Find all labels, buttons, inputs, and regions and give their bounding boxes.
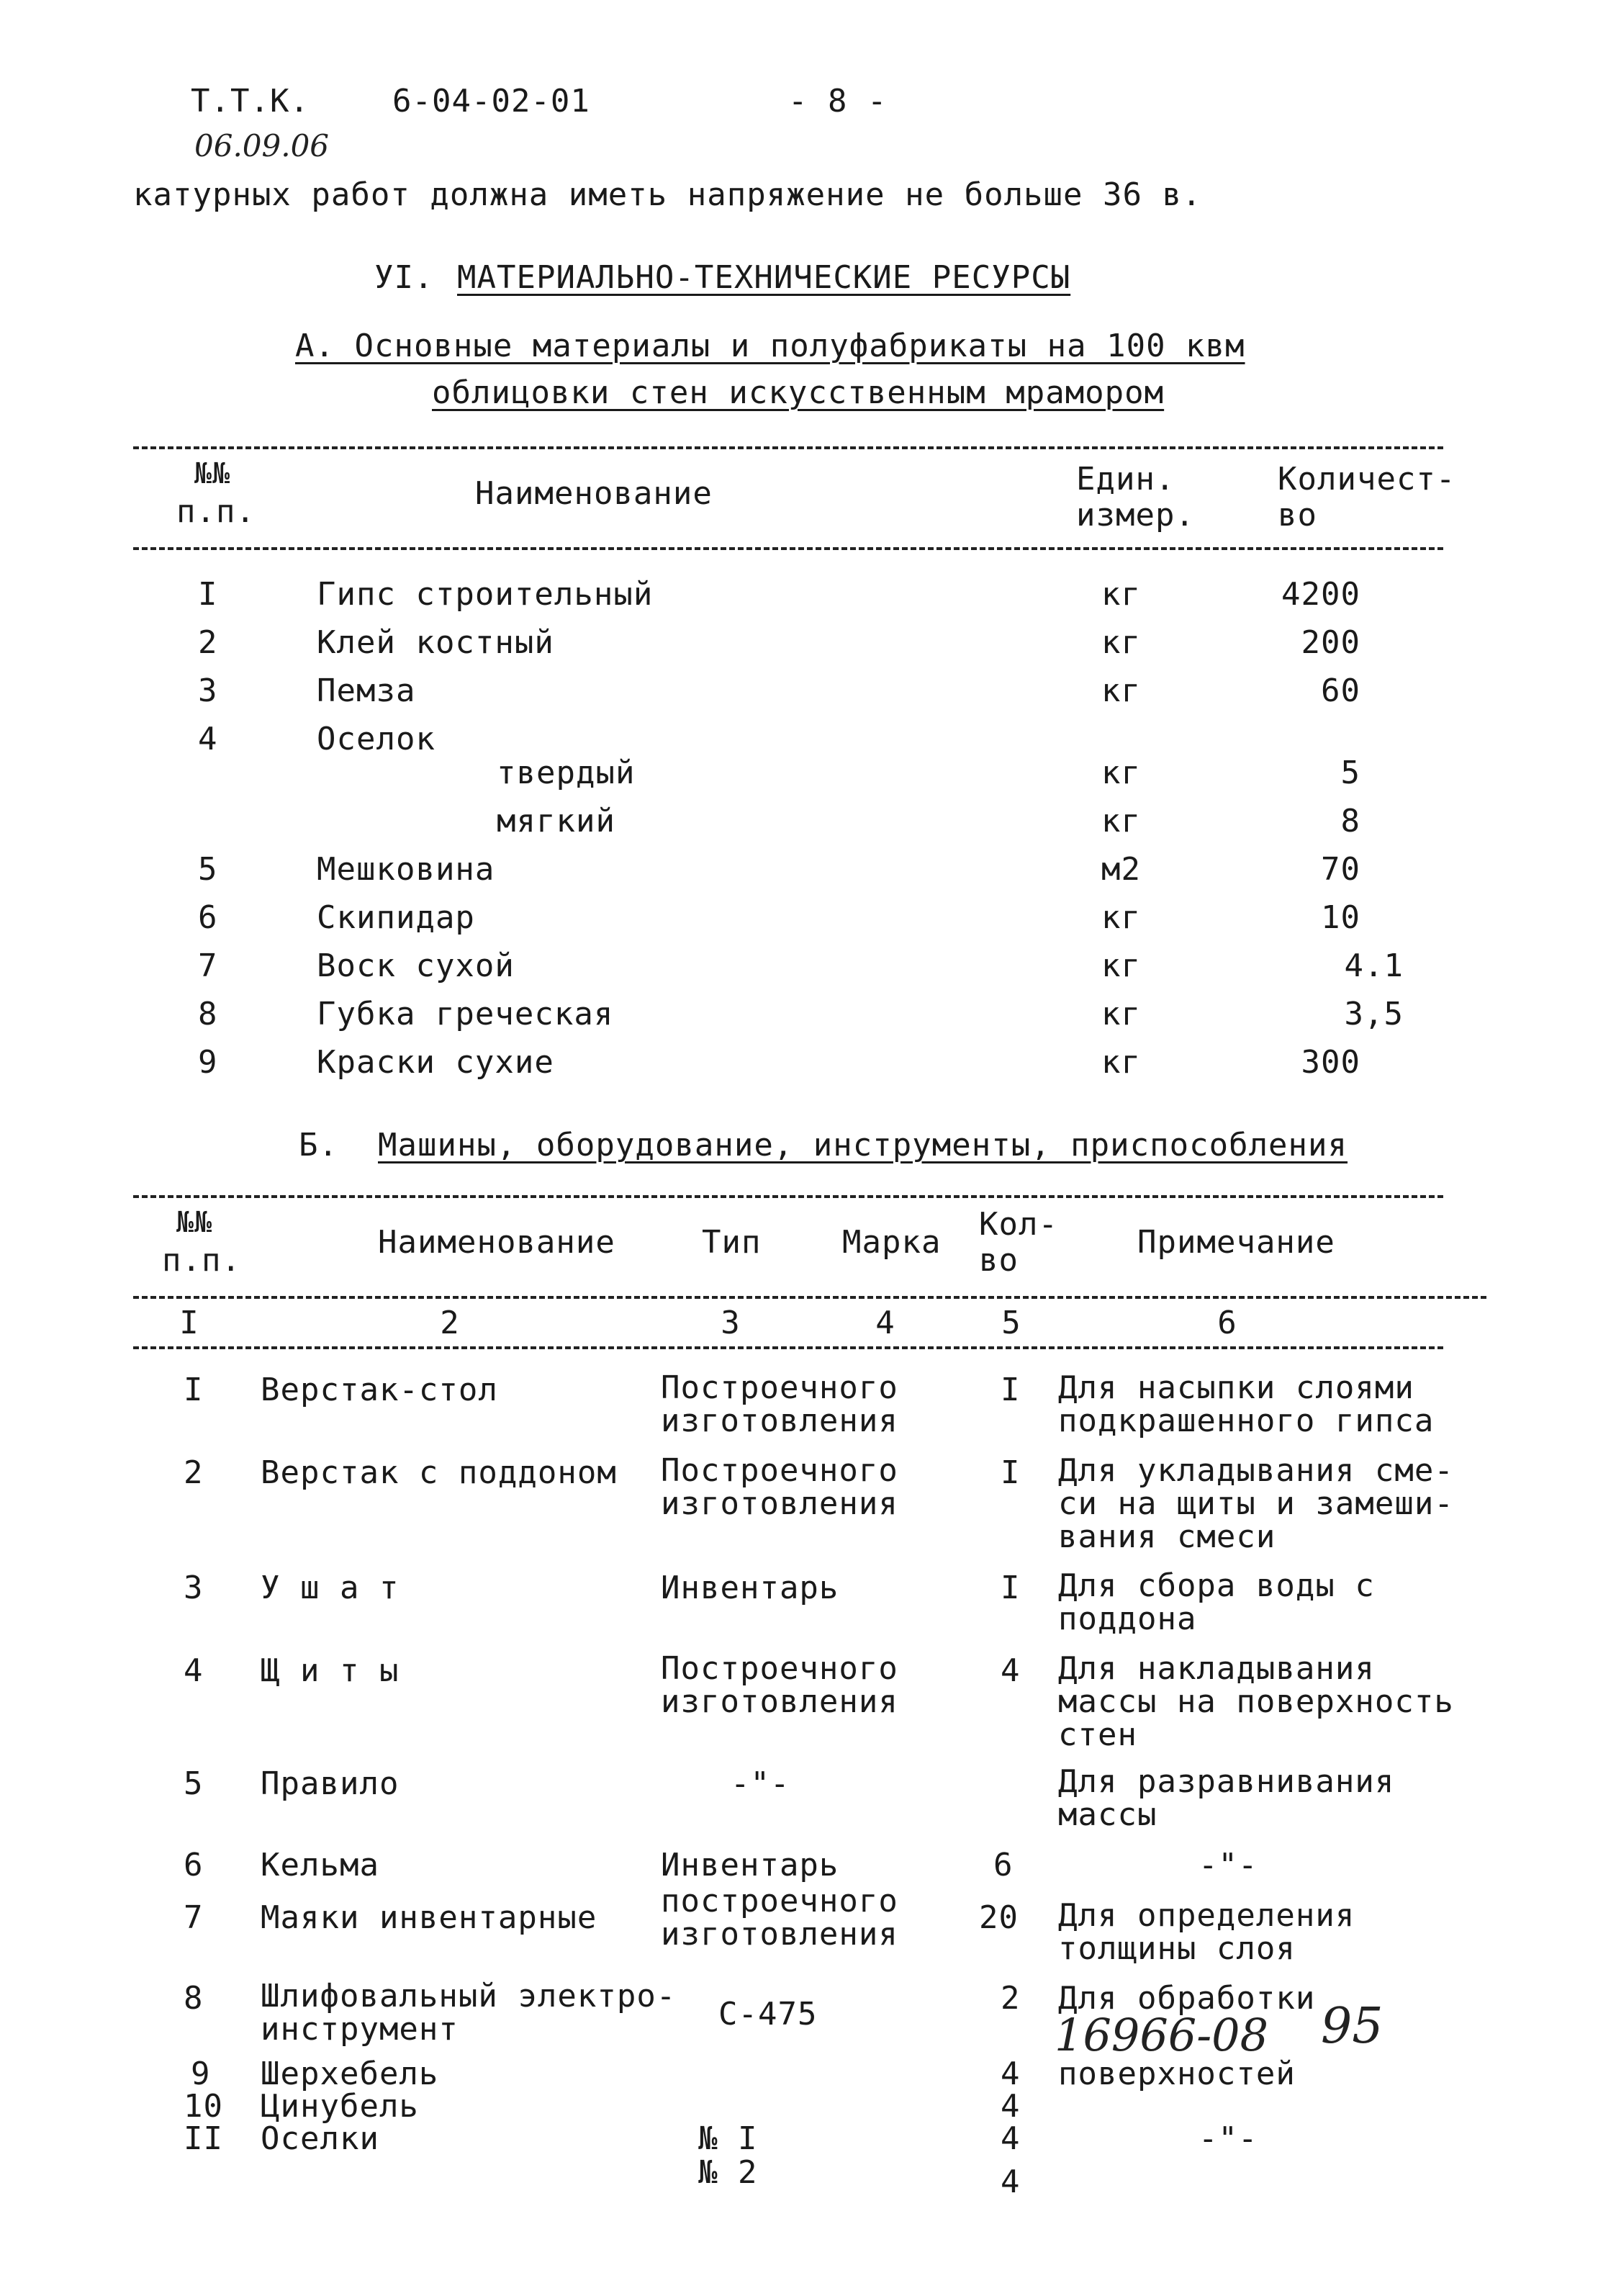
handwritten-date: 06.09.06: [194, 128, 330, 163]
table-a-row-4a-name: твердый: [497, 755, 636, 791]
table-b-row-12-mark: № 2: [698, 2154, 758, 2191]
section-numeral: УІ.: [374, 259, 434, 296]
table-b-row-10-num: 10: [184, 2088, 223, 2125]
intro-line: катурных работ должна иметь напряжение не больше 36 в.: [133, 176, 1202, 213]
part-b-prefix: Б.: [299, 1127, 338, 1163]
table-b-row-9-qty: 4: [1001, 2056, 1021, 2092]
col-number-4: 4: [875, 1305, 895, 1341]
table-a-top-rule: [133, 446, 1443, 449]
table-a-row-5-num: 5: [198, 851, 218, 888]
table-b-row-5-num: 5: [184, 1765, 204, 1802]
part-b-title: Машины, оборудование, инструменты, приспособления: [378, 1127, 1348, 1163]
table-a-row-8-name: Губка греческая: [317, 996, 614, 1032]
table-b-row-12-qty: 4: [1001, 2164, 1021, 2200]
table-b-row-4-type: Построечного изготовления: [661, 1650, 898, 1720]
table-b-header-mark: Марка: [842, 1224, 942, 1261]
table-a-row-1-name: Гипс строительный: [317, 576, 654, 613]
table-a-row-7-unit: кг: [1101, 947, 1141, 984]
table-a-row-5-name: Мешковина: [317, 851, 495, 888]
table-b-row-8-qty: 2: [1001, 1980, 1021, 2017]
table-a-row-2-num: 2: [198, 624, 218, 661]
handwritten-page: 95: [1321, 1998, 1383, 2055]
table-b-row-4-note: Для накладывания массы на поверхность стен: [1058, 1650, 1454, 1753]
table-a-row-6-num: 6: [198, 899, 218, 936]
table-b-row-11-note: -"-: [1199, 2120, 1258, 2157]
table-b-row-7-qty: 20: [979, 1899, 1019, 1936]
table-b-row-5-name: Правило: [261, 1765, 400, 1802]
table-b-row-11-qty: 4: [1001, 2120, 1021, 2157]
table-a-header-qty2: во: [1278, 497, 1317, 534]
table-a-row-1-qty: 4200: [1281, 576, 1360, 613]
table-a-header-name: Наименование: [475, 475, 713, 512]
table-a-row-4a-qty: 5: [1340, 755, 1360, 791]
table-a-row-8-unit: кг: [1101, 996, 1141, 1032]
col-number-1: I: [179, 1305, 199, 1341]
table-a-row-4-name: Оселок: [317, 721, 435, 757]
table-b-header-qty2: во: [979, 1242, 1019, 1279]
table-b-row-9-note: поверхностей: [1058, 2056, 1296, 2092]
table-b-row-7-type: построечного изготовления: [661, 1883, 898, 1953]
col-number-6: 6: [1217, 1305, 1237, 1341]
table-a-row-2-qty: 200: [1301, 624, 1360, 661]
table-a-row-1-unit: кг: [1101, 576, 1141, 613]
table-a-row-4a-unit: кг: [1101, 755, 1141, 791]
table-a-row-6-name: Скипидар: [317, 899, 475, 936]
table-a-header-rule: [133, 547, 1443, 550]
table-b-row-5-type: -"-: [731, 1765, 790, 1802]
table-b-header-qty1: Кол-: [979, 1206, 1058, 1243]
table-b-row-11-num: II: [184, 2120, 223, 2157]
table-b-row-1-qty: I: [1001, 1372, 1021, 1408]
table-a-row-7-num: 7: [198, 947, 218, 984]
table-a-row-6-unit: кг: [1101, 899, 1141, 936]
table-b-row-8-type: С-475: [718, 1996, 818, 2032]
table-a-row-8-qty: 3,5: [1344, 996, 1404, 1032]
table-b-row-3-type: Инвентарь: [661, 1570, 839, 1606]
table-b-row-6-qty: 6: [993, 1847, 1014, 1883]
table-b-row-1-num: I: [184, 1372, 204, 1408]
handwritten-note: 16966-08: [1055, 2009, 1269, 2061]
doc-code: Т.Т.К.: [191, 83, 310, 120]
table-a-row-3-qty: 60: [1321, 672, 1360, 709]
table-b-row-4-num: 4: [184, 1652, 204, 1689]
table-a-row-5-qty: 70: [1321, 851, 1360, 888]
table-a-row-3-unit: кг: [1101, 672, 1141, 709]
table-a-row-9-name: Краски сухие: [317, 1044, 554, 1081]
table-b-row-3-note: Для сбора воды с поддона: [1058, 1567, 1375, 1637]
table-a-row-6-qty: 10: [1321, 899, 1360, 936]
table-b-row-1-name: Верстак-стол: [261, 1372, 498, 1408]
table-a-row-1-num: I: [198, 576, 218, 613]
table-a-header-num1: №№: [194, 457, 231, 490]
table-b-header-num1: №№: [176, 1206, 213, 1239]
table-b-row-10-name: Цинубель: [261, 2088, 419, 2125]
table-a-row-2-name: Клей костный: [317, 624, 554, 661]
table-b-header-note: Примечание: [1137, 1224, 1335, 1261]
table-a-row-4b-unit: кг: [1101, 803, 1141, 839]
table-b-row-2-type: Построечного изготовления: [661, 1452, 898, 1522]
table-a-row-3-name: Пемза: [317, 672, 416, 709]
table-b-row-1-type: Построечного изготовления: [661, 1369, 898, 1439]
table-b-row-2-num: 2: [184, 1454, 204, 1491]
table-b-header-num2: п.п.: [162, 1242, 241, 1279]
doc-number: 6-04-02-01: [392, 83, 590, 120]
table-b-row-4-name: Щ и т ы: [261, 1652, 400, 1689]
table-a-row-9-qty: 300: [1301, 1044, 1360, 1081]
table-a-header-num2: п.п.: [176, 493, 256, 530]
table-a-header-qty1: Количест-: [1278, 461, 1456, 498]
table-b-row-3-qty: I: [1001, 1570, 1021, 1606]
table-b-row-8-num: 8: [184, 1980, 204, 2017]
table-b-header-rule: [133, 1296, 1486, 1299]
table-b-row-5-note: Для разравнивания массы: [1058, 1763, 1395, 1833]
table-b-row-11-mark: № I: [698, 2120, 758, 2157]
table-b-header-name: Наименование: [378, 1224, 615, 1261]
part-a-title-line1: А. Основные материалы и полуфабрикаты на 100 квм: [295, 328, 1245, 364]
table-b-row-3-name: У ш а т: [261, 1570, 400, 1606]
table-a-row-4-num: 4: [198, 721, 218, 757]
col-number-3: 3: [721, 1305, 741, 1341]
page-number: - 8 -: [788, 83, 888, 120]
table-b-row-2-note: Для укладывания сме-си на щиты и замеши-вания смеси: [1058, 1452, 1454, 1555]
table-b-header-type: Тип: [702, 1224, 762, 1261]
table-b-row-8-name: Шлифовальный электро-инструмент: [261, 1978, 677, 2048]
col-number-2: 2: [440, 1305, 460, 1341]
section-title: МАТЕРИАЛЬНО-ТЕХНИЧЕСКИЕ РЕСУРСЫ: [457, 259, 1071, 296]
table-b-row-7-num: 7: [184, 1899, 204, 1936]
col-number-5: 5: [1001, 1305, 1021, 1341]
table-b-colnum-rule: [133, 1346, 1443, 1349]
part-a-title-line2: облицовки стен искусственным мрамором: [432, 374, 1165, 411]
table-b-row-9-num: 9: [191, 2056, 211, 2092]
table-b-row-6-note: -"-: [1199, 1847, 1258, 1883]
table-a-row-7-name: Воск сухой: [317, 947, 515, 984]
table-b-row-2-qty: I: [1001, 1454, 1021, 1491]
table-a-row-3-num: 3: [198, 672, 218, 709]
table-a-row-9-unit: кг: [1101, 1044, 1141, 1081]
table-b-row-9-name: Шерхебель: [261, 2056, 439, 2092]
table-b-top-rule: [133, 1195, 1443, 1198]
table-b-row-10-qty: 4: [1001, 2088, 1021, 2125]
table-a-row-4b-qty: 8: [1340, 803, 1360, 839]
table-a-row-4b-name: мягкий: [497, 803, 615, 839]
table-b-row-8-note: Для обработки: [1058, 1980, 1316, 2017]
table-b-row-6-type: Инвентарь: [661, 1847, 839, 1883]
table-b-row-4-qty: 4: [1001, 1652, 1021, 1689]
table-a-row-7-qty: 4.1: [1344, 947, 1404, 984]
table-a-row-9-num: 9: [198, 1044, 218, 1081]
table-b-row-6-num: 6: [184, 1847, 204, 1883]
table-b-row-7-note: Для определения толщины слоя: [1058, 1897, 1355, 1967]
table-b-row-1-note: Для насыпки слоями подкрашенного гипса: [1058, 1369, 1435, 1439]
table-a-header-unit2: измер.: [1076, 497, 1195, 534]
table-a-header-unit1: Един.: [1076, 461, 1175, 498]
table-b-row-6-name: Кельма: [261, 1847, 379, 1883]
table-a-row-2-unit: кг: [1101, 624, 1141, 661]
table-b-row-3-num: 3: [184, 1570, 204, 1606]
table-b-row-7-name: Маяки инвентарные: [261, 1899, 597, 1936]
table-b-row-2-name: Верстак с поддоном: [261, 1454, 617, 1491]
table-a-row-8-num: 8: [198, 996, 218, 1032]
table-a-row-5-unit: м2: [1101, 851, 1141, 888]
table-b-row-11-name: Оселки: [261, 2120, 379, 2157]
